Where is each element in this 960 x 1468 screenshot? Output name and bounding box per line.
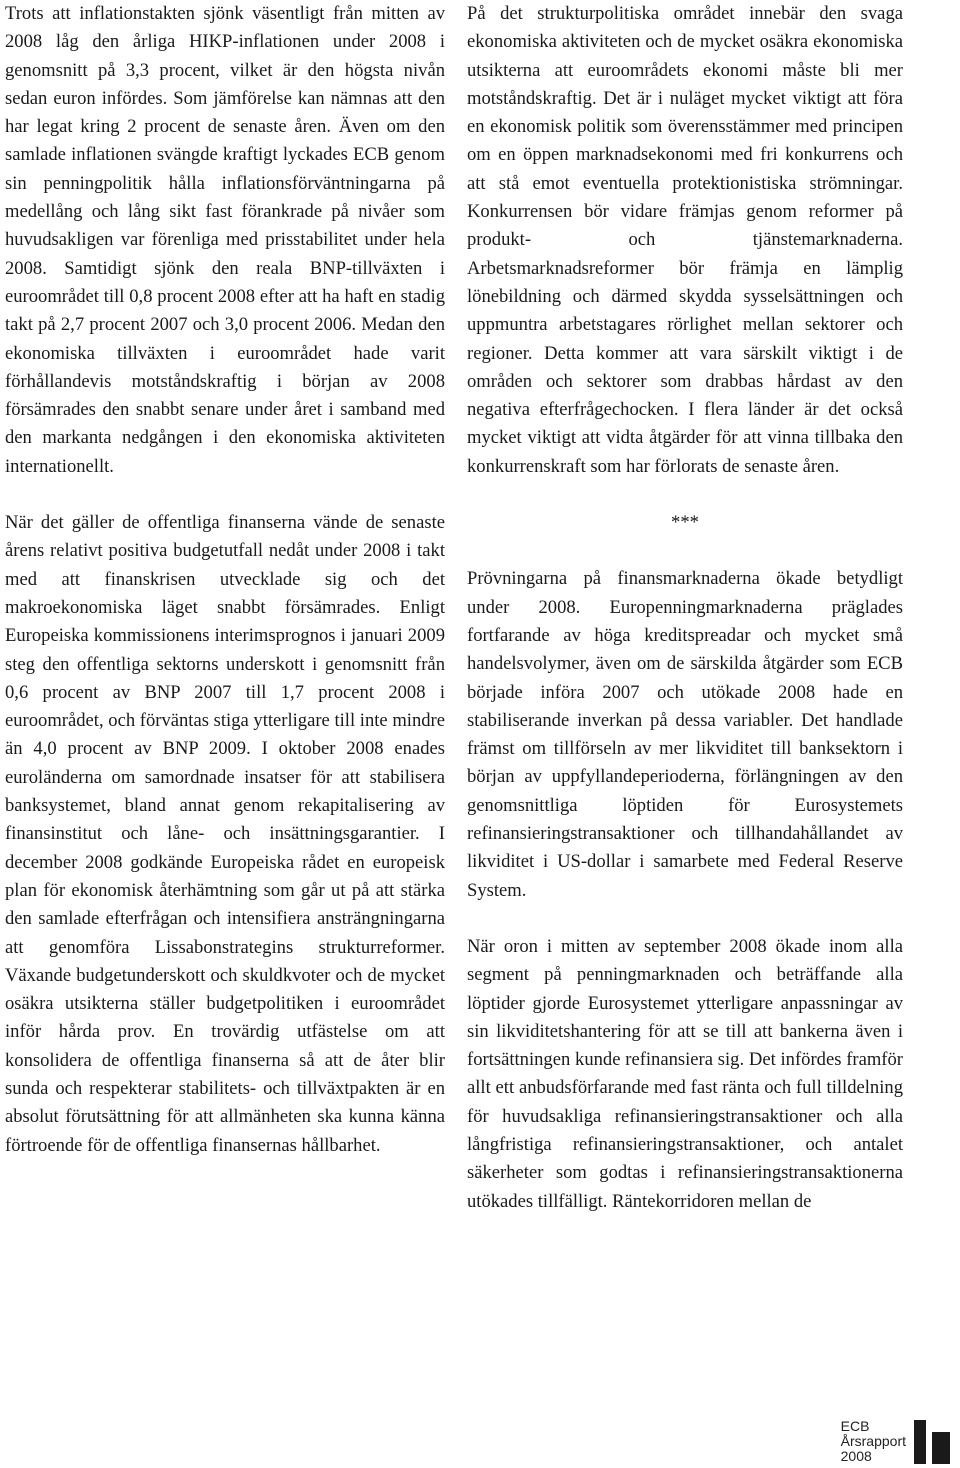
left-paragraph-1: Trots att inflationstakten sjönk väsentligt från mitten av 2008 låg den årliga HIKP-inflationen under 2008 i genomsnitt på 3,3 procent, vilket är den högsta nivån sedan euron infördes. Som jämförelse kan nämnas att den har legat kring 2 procent de senaste åren. Även om den samlade inflationen svängde kraftigt lyckades ECB genom sin penningpolitik hålla inflationsförväntningarna på medellång och lång sikt fast förankrade på nivåer som huvudsakligen var förenliga med prisstabilitet under hela 2008. Samtidigt sjönk den reala BNP-tillväxten i euroområdet till 0,8 procent 2008 efter att ha haft en stadig takt på 2,7 procent 2007 och 3,0 procent 2006. Medan den ekonomiska tillväxten i euroområdet hade varit förhållandevis motståndskraftig i början av 2008 försämrades den snabbt senare under året i samband med den markanta nedgången i den ekonomiska aktiviteten internationellt. — [5, 3, 445, 477]
right-paragraph-3: När oron i mitten av september 2008 ökade inom alla segment på penningmarknaden och beträffande alla löptider gjorde Eurosystemet ytterligare anpassningar av sin likviditetshantering för att se till att bankerna även i fortsättningen kunde refinansiera sig. Det infördes framför allt ett anbudsförfarande med fast ränta och full tilldelning för huvudsakliga refinansieringstransaktioner och alla långfristiga refinansieringstransaktioner, och antalet säkerheter som godtas i refinansieringstransaktionerna utökades tillfälligt. Räntekorridoren mellan de — [467, 935, 903, 1212]
section-mark-icon — [912, 1416, 952, 1464]
right-paragraph-1: På det strukturpolitiska området innebär den svaga ekonomiska aktiviteten och de mycket osäkra ekonomiska utsikterna att euroområdets ekonomi måste bli mer motståndskraftig. Det är i nuläget mycket viktigt att föra en ekonomisk politik som överensstämmer med principen om en öppen marknadsekonomi med fri konkurrens och att stå emot eventuella protektionistiska strömningar. Konkurrensen bör vidare främjas genom reformer på produkt- och tjänstemarknaderna. Arbetsmarknadsreformer bör främja en lämplig lönebildning och därmed skydda sysselsättningen och uppmuntra arbetstagares rörlighet mellan sektorer och regioner. Detta kommer att vara särskilt viktigt i de områden och sektorer som drabbas hårdast av den negativa efterfrågechocken. I flera länder är det också mycket viktigt att vidta åtgärder för att vinna tillbaka den konkurrenskraft som har förlorats de senaste åren. — [467, 3, 903, 477]
right-paragraph-2: Prövningarna på finansmarknaderna ökade betydligt under 2008. Europenningmarknaderna präglades fortfarande av höga kreditspreadar och mycket små handelsvolymer, även om de särskilda åtgärder som ECB började införa 2007 och utökade 2008 hade en stabiliserande inverkan på dessa variabler. Det handlade främst om tillförseln av mer likviditet till banksektorn i början av uppfyllandeperioderna, förlängningen av den genomsnittliga löptiden för Eurosystemets refinansieringstransaktioner och tillhandahållandet av likviditet i US-dollar i samarbete med Federal Reserve System. — [467, 568, 903, 901]
footer-report: Årsrapport — [840, 1433, 906, 1449]
footer-org: ECB — [840, 1418, 870, 1434]
right-column — [467, 0, 903, 1216]
section-separator: *** — [671, 512, 699, 534]
paragraph-gap — [467, 481, 903, 509]
left-paragraph-2: När det gäller de offentliga finanserna vände de senaste årens relativt positiva budgetutfall nedåt under 2008 i takt med att finanskrisen utvecklade sig och det makroekonomiska läget snabbt försämrades. Enligt Europeiska kommissionens interimsprognos i januari 2009 steg den offentliga sektorns underskott i genomsnitt från 0,6 procent av BNP 2007 till 1,7 procent 2008 i euroområdet, och förväntas stiga ytterligare till inte mindre än 4,0 procent av BNP 2009. I oktober 2008 enades euroländerna om samordnade insatser för att stabilisera banksystemet, bland annat genom rekapitalisering av finansinstitut och låne- och insättningsgarantier. I december 2008 godkände Europeiska rådet en europeisk plan för ekonomisk återhämtning som går ut på att stärka den samlade efterfrågan och intensifiera ansträngningarna att genomföra Lissabonstrategins strukturreformer. Växande budgetunderskott och skuldkvoter och de mycket osäkra utsikterna ställer budgetpolitiken i euroområdet inför hårda prov. En trovärdig utfästelse om att konsolidera de offentliga finanserna så att de åter blir sunda och respekterar stabilitets- och tillväxtpakten är en absolut förutsättning för att allmänheten ska kunna känna förtroende för de offentliga finansernas hållbarhet. — [5, 512, 445, 1156]
page-footer — [841, 1416, 952, 1464]
footer-label — [841, 1419, 906, 1464]
footer-year: 2008 — [840, 1448, 872, 1464]
left-column — [5, 0, 445, 1160]
paragraph-gap — [467, 905, 903, 933]
paragraph-gap — [467, 537, 903, 565]
paragraph-gap — [5, 481, 445, 509]
